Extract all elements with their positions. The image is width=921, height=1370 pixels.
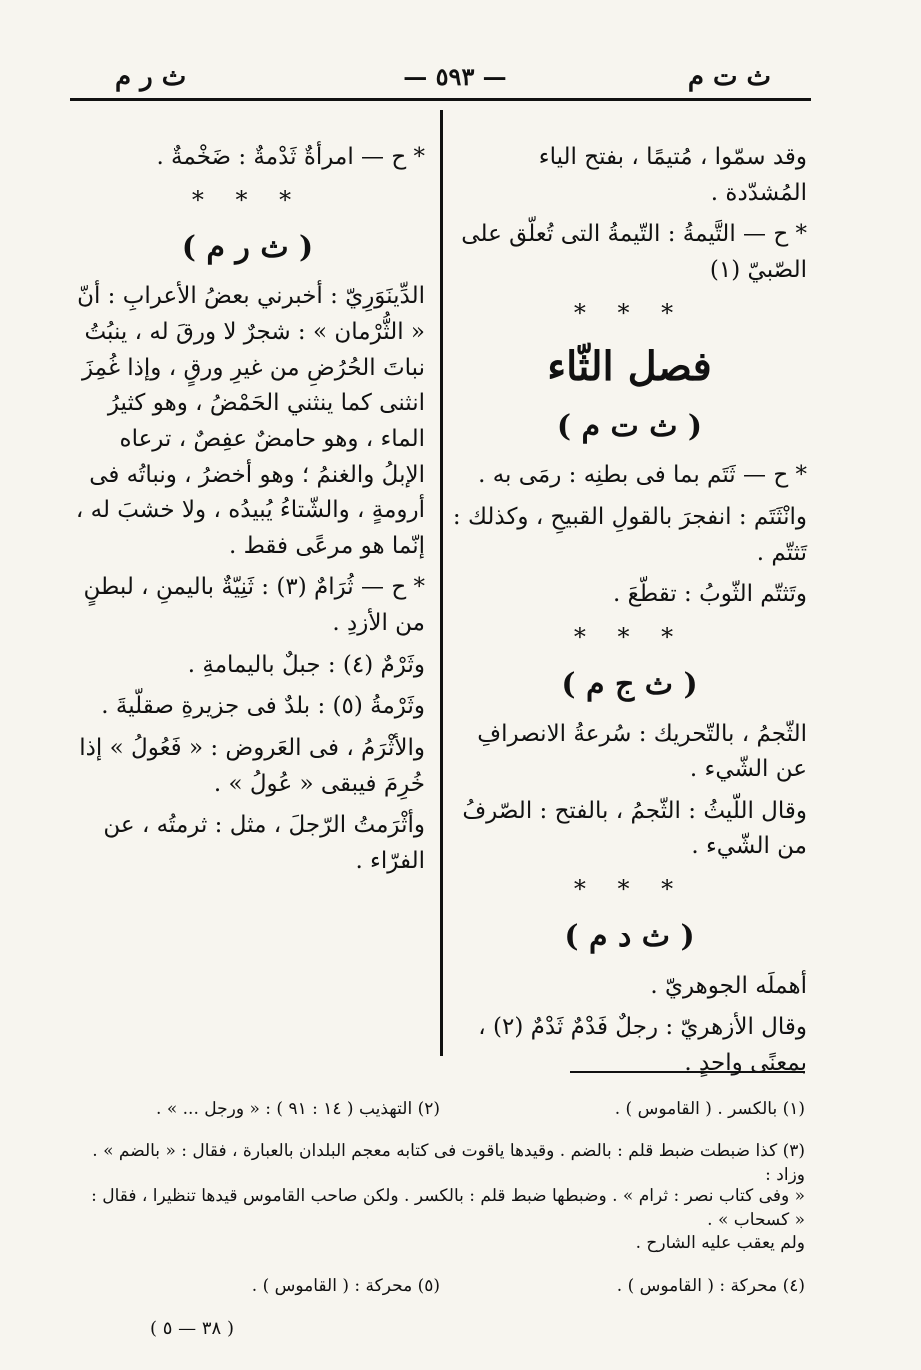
- page-number: — ٥٩٣ —: [403, 62, 507, 91]
- footnote: (٥) محركة : ( القاموس ) .: [251, 1276, 440, 1296]
- footnote: (١) بالكسر . ( القاموس ) .: [614, 1099, 805, 1119]
- root-heading: ( ث د م ): [564, 919, 695, 955]
- paragraph: الدِّينَوَرِيّ : أخبرني بعضُ الأعرابِ : أنّ « الثُّرْمان » : شجرٌ لا ورقَ له ، ينبُتُ نباتَ الحُرُضِ من غيرِ ورقٍ ، وإذا غُمِزَ انثنى كما ينثني الحَمْضُ ، وهو كثيرُ الماء ، وهو حامضٌ عفِصٌ ، ترعاه الإبلُ والغنمُ ؛ وهو أخضرُ ، ونباتُه فى أرومةٍ ، والشّتاءُ يُبيدُه ، ولا خشبَ له ، إنّما هو مرعًى فقط .: [75, 283, 425, 559]
- column-divider: [440, 110, 443, 1056]
- paragraph: وقال الأزهريّ : رجلٌ فَدْمٌ ثَدْمٌ (٢) ، بمعنًى واحدٍ .: [478, 1014, 807, 1077]
- paragraph: وأثْرَمتُ الرّجلَ ، مثل : ثرمتُه ، عن الفرّاء .: [103, 812, 425, 874]
- separator-stars: * * *: [573, 875, 686, 904]
- paragraph: * ح — ثُرَامٌ (٣) : ثَنِيّةٌ باليمنِ ، لبطنٍ من الأزدِ .: [83, 574, 425, 637]
- footnote: (٣) كذا ضبطت ضبط قلم : بالضم . وقيدها ياقوت فى كتابه معجم البلدان بالعبارة ، فقال : « بالضم » . وزاد :: [92, 1141, 805, 1185]
- paragraph: وثَرْمةُ (٥) : بلدٌ فى جزيرةِ صقلّيةَ .: [101, 693, 425, 720]
- paragraph: أهملَه الجوهريّ .: [650, 972, 807, 999]
- root-heading: ( ث ر م ): [181, 229, 314, 265]
- header-rule: [70, 98, 811, 101]
- paragraph: * ح — ثَتَم بما فى بطنِه : رمَى به .: [478, 462, 807, 489]
- header-root-left: ث ر م: [115, 62, 187, 92]
- paragraph: والأثْرَمُ ، فى العَروض : « فَعُولُ » إذا خُرِمَ فيبقى « عُولُ » .: [79, 735, 425, 797]
- header-root-right: ث ت م: [687, 62, 771, 92]
- paragraph: وقد سمّوا ، مُتيمًا ، بفتح الياء المُشدّدة .: [538, 144, 807, 206]
- separator-stars: * * *: [191, 185, 304, 214]
- paragraph: * ح — امرأةٌ ثَدْمةٌ : ضَخْمةٌ .: [156, 144, 425, 170]
- section-heading-big: فصل الثّاء: [547, 342, 712, 390]
- left-column: [70, 140, 425, 886]
- right-column: [452, 140, 807, 1088]
- paragraph: * ح — التَّيمةُ : التّيمةُ التى تُعلّق على الصّبيّ (١): [461, 221, 807, 283]
- root-heading: ( ث ج م ): [561, 667, 698, 702]
- footnote-rule: [570, 1071, 805, 1073]
- separator-stars: * * *: [573, 622, 686, 651]
- separator-stars: * * *: [573, 298, 686, 327]
- paragraph: وتَثتّم الثّوبُ : تقطّعَ .: [612, 581, 807, 608]
- footnote: « وفى كتاب نصر : ثرام » . وضبطها ضبط قلم : بالكسر . ولكن صاحب القاموس قيدها تنظيرا ، فقال : « كسحاب » .: [91, 1186, 805, 1230]
- footnote: (٤) محركة : ( القاموس ) .: [616, 1276, 805, 1296]
- paragraph: وانْثَتَم : انفجرَ بالقولِ القبيحِ ، وكذلك : تَثتّم .: [452, 503, 807, 566]
- footnote: (٢) التهذيب ( ١٤ : ٩١ ) : « ورجل ... » .: [156, 1099, 440, 1119]
- paragraph: وقال اللّيثُ : الثّجمُ ، بالفتح : الصّرفُ من الشّيء .: [462, 797, 807, 860]
- footnote: ولم يعقب عليه الشارح .: [635, 1233, 805, 1253]
- paragraph: وثَرْمٌ (٤) : جبلٌ باليمامةِ .: [187, 651, 425, 678]
- paragraph: الثّجمُ ، بالتّحريك : سُرعةُ الانصرافِ عن الشّيء .: [477, 720, 807, 783]
- root-heading: ( ث ت م ): [556, 408, 703, 444]
- printer-signature: ( ٣٨ — ٥ ): [150, 1318, 234, 1339]
